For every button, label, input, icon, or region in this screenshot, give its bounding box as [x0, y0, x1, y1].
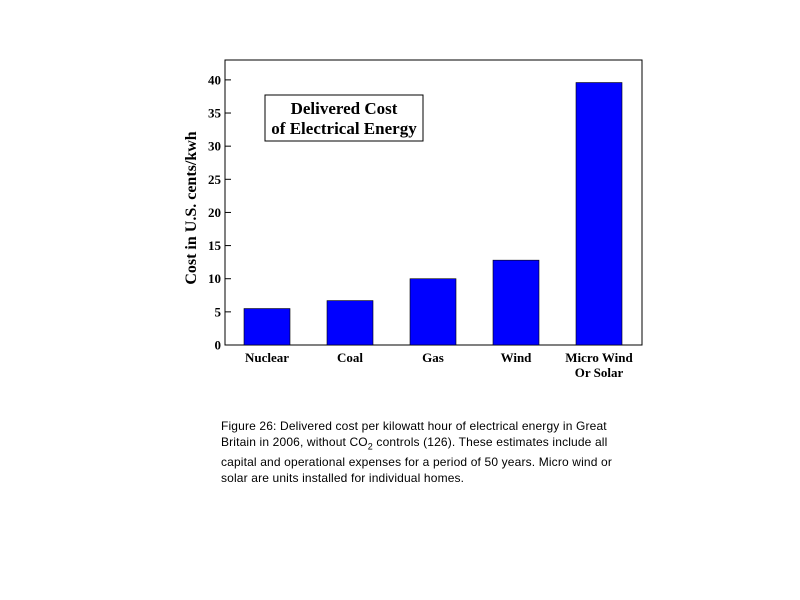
caption-line-2: Britain in 2006, without $CO_2$ controls (126). These estimates include all [221, 435, 608, 452]
chart-title-line-2: of Electrical Energy [271, 119, 417, 138]
y-tick-label-2: 10 [208, 271, 221, 287]
chart-title-line-1: Delivered Cost [290, 99, 398, 118]
y-tick-label-4: 20 [208, 204, 221, 220]
chart-title-box [265, 95, 423, 141]
caption-line-1: Figure 26: Delivered cost per kilowatt hour of electrical energy in Great [221, 419, 607, 433]
x-tick-label-4-line-1: Or Solar [574, 365, 624, 380]
bar-1 [327, 301, 373, 345]
y-tick-label-0: 0 [214, 337, 221, 353]
y-tick-label-5: 25 [208, 171, 221, 187]
y-tick-label-8: 40 [208, 72, 221, 88]
bar-4 [576, 83, 622, 345]
x-tick-label-3: Wind [500, 350, 532, 365]
y-tick-label-1: 5 [214, 304, 221, 320]
x-tick-label-0: Nuclear [244, 350, 290, 365]
bar-0 [244, 309, 290, 345]
y-axis-title: Cost in U.S. cents/kwh [183, 131, 200, 285]
co2-subscript: 2 [367, 441, 373, 452]
y-tick-label-7: 35 [208, 105, 221, 121]
caption-line-3: capital and operational expenses for a period of 50 years. Micro wind or [221, 455, 613, 470]
x-tick-label-2: Gas [422, 350, 444, 365]
y-tick-label-6: 30 [208, 138, 221, 154]
caption-line-4: solar are units installed for individual homes. [221, 471, 465, 486]
bar-2 [410, 279, 456, 345]
figure-caption [221, 418, 661, 486]
y-axis-ticks [208, 72, 231, 352]
x-tick-label-1: Coal [337, 350, 363, 365]
x-axis-labels [245, 350, 634, 380]
x-tick-label-4: Micro Wind [565, 350, 633, 365]
bar-3 [493, 260, 539, 345]
y-tick-label-3: 15 [208, 238, 221, 254]
